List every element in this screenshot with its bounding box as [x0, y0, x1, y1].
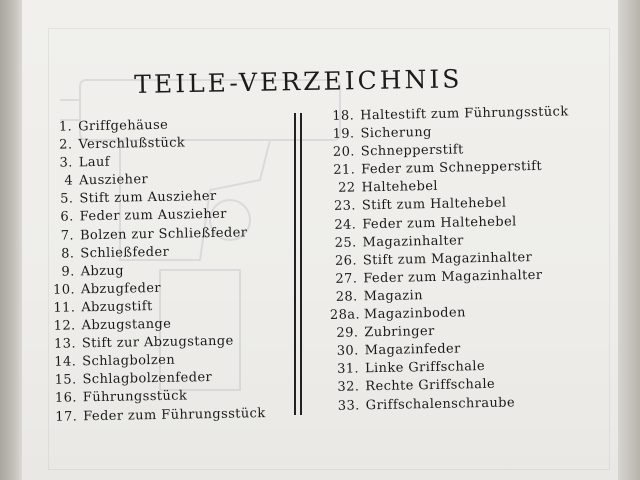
part-name: Magazinboden [363, 305, 466, 323]
parts-list-right [326, 102, 622, 415]
part-number: 13. [53, 336, 77, 352]
part-name: Feder zum Führungsstück [83, 405, 266, 424]
part-number: 17. [55, 408, 78, 425]
part-number: 18. [332, 108, 355, 124]
part-name: Verschlußstück [78, 135, 186, 153]
part-number: 15. [54, 372, 77, 389]
part-name: Feder zum Schnepperstift [361, 159, 543, 178]
part-number: 6. [60, 209, 74, 226]
part-name: Stift zum Haltehebel [361, 196, 507, 214]
part-name: Führungsstück [82, 388, 188, 406]
part-number: 16. [54, 390, 78, 407]
part-number: 5. [60, 191, 74, 208]
part-number: 14. [54, 354, 77, 371]
part-number: 22 [338, 180, 356, 197]
part-number: 24. [334, 217, 357, 233]
part-name: Rechte Griffschale [365, 377, 496, 395]
part-name: Stift zur Abzugstange [81, 333, 234, 352]
part-number: 26. [334, 253, 358, 269]
part-number: 33. [337, 397, 360, 414]
part-number: 28a. [329, 307, 361, 323]
part-name: Schlagbolzenfeder [82, 370, 213, 388]
part-name: Linke Griffschale [364, 359, 486, 377]
part-name: Feder zum Haltehebel [362, 213, 517, 232]
part-name: Lauf [78, 154, 111, 171]
part-number: 7. [60, 227, 75, 244]
part-number: 12. [53, 318, 76, 334]
part-name: Griffgehäuse [78, 117, 169, 135]
part-number: 10. [52, 282, 76, 298]
part-number: 23. [333, 198, 357, 215]
part-name: Stift zum Auszieher [79, 189, 217, 207]
part-name: Abzugfeder [80, 280, 162, 298]
part-name: Magazinhalter [362, 233, 464, 250]
part-number: 27. [335, 271, 358, 287]
part-number: 28. [335, 289, 358, 305]
part-name: Abzug [80, 263, 125, 280]
part-number: 25. [334, 235, 357, 251]
part-number: 30. [336, 343, 359, 360]
part-name: Abzugstift [81, 299, 153, 316]
part-number: 3. [59, 155, 73, 171]
part-name: Bolzen zur Schließfeder [79, 224, 248, 243]
part-name: Feder zum Magazinhalter [363, 267, 543, 287]
part-name: Schlagbolzen [82, 352, 176, 370]
part-name: Magazin [363, 288, 424, 305]
part-number: 9. [61, 264, 75, 280]
part-name: Abzugstange [81, 316, 172, 334]
part-name: Feder zum Auszieher [79, 207, 227, 225]
part-number: 31. [337, 361, 360, 378]
part-name: Schließfeder [80, 244, 170, 261]
part-name: Stift zum Magazinhalter [362, 249, 533, 269]
column-divider [294, 113, 302, 415]
part-number: 8. [61, 246, 75, 262]
part-number: 19. [332, 126, 355, 142]
part-number: 11. [53, 300, 76, 316]
part-number: 32. [337, 379, 360, 396]
part-name: Sicherung [360, 125, 432, 142]
page-title: TEILE-VERZEICHNIS [134, 64, 463, 99]
part-number: 2. [59, 137, 73, 153]
part-name: Griffschalenschraube [365, 394, 516, 413]
part-name: Magazinfeder [364, 341, 461, 359]
part-number: 21. [333, 162, 356, 179]
part-name: Haltehebel [361, 179, 439, 196]
part-number: 29. [336, 325, 359, 341]
parts-list-left [40, 115, 295, 427]
part-name: Schnepperstift [360, 142, 464, 160]
part-number: 1. [58, 119, 73, 135]
part-number: 4 [64, 173, 74, 189]
part-name: Haltestift zum Führungsstück [360, 104, 569, 124]
part-name: Zubringer [364, 324, 435, 341]
part-name: Auszieher [78, 172, 149, 189]
part-number: 20. [332, 144, 355, 161]
